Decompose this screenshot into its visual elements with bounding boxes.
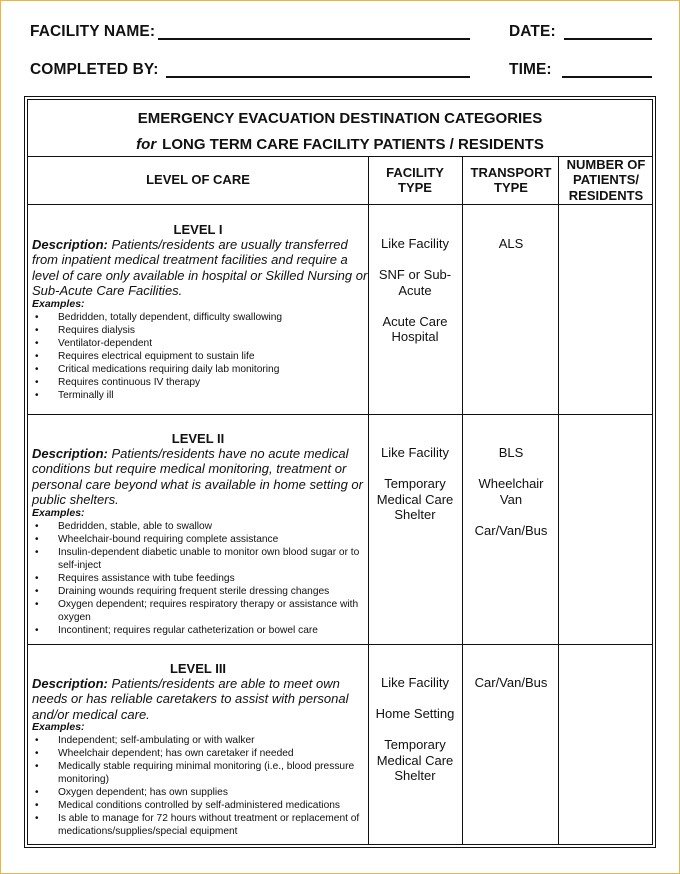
list-item: • Independent; self-ambulating or with walker: [32, 734, 368, 747]
table-inner: [27, 99, 653, 845]
time-label: TIME:: [509, 61, 552, 78]
list-item: • Medically stable requiring minimal monitoring (i.e., blood pressure monitoring): [32, 760, 368, 786]
level-1-desc-label: Description:: [32, 237, 108, 252]
col-divider-1: [368, 156, 369, 844]
list-item: • Requires assistance with tube feedings: [32, 572, 368, 585]
level-2-desc-label: Description:: [32, 446, 108, 461]
level-2-facility-types: [374, 445, 456, 538]
list-item: • Is able to manage for 72 hours without treatment or replacement of medications/supplies/special equipment: [32, 812, 368, 838]
table-subtitle: [28, 136, 652, 153]
header-transport-type: TRANSPORT TYPE: [470, 164, 552, 195]
level-3-examples-list: [32, 734, 368, 838]
list-item: • Requires continuous IV therapy: [32, 376, 368, 389]
level-1-facility-types: [374, 236, 456, 360]
facility-type: Like Facility: [381, 236, 449, 251]
evacuation-table: [24, 96, 656, 848]
time-field[interactable]: [562, 76, 652, 78]
subtitle-text: LONG TERM CARE FACILITY PATIENTS / RESIDENTS: [162, 136, 544, 153]
completed-by-field[interactable]: [166, 76, 470, 78]
level-2-transport-types: [466, 445, 556, 554]
list-item: • Insulin-dependent diabetic unable to monitor own blood sugar or to self-inject: [32, 546, 368, 572]
list-item: • Critical medications requiring daily lab monitoring: [32, 363, 368, 376]
col-divider-2: [462, 156, 463, 844]
level-1-examples-text: Examples: [32, 298, 82, 310]
header-level-of-care: LEVEL OF CARE: [146, 172, 250, 188]
level-1-description: [32, 237, 368, 298]
list-item: • Ventilator-dependent: [32, 337, 368, 350]
completed-by-label: COMPLETED BY:: [30, 61, 159, 78]
date-field[interactable]: [564, 38, 652, 40]
level-1-desc-text: Patients/residents are usually transferred from inpatient medical treatment facilities and require a level of care only available in hospital or Skilled Nursing or Sub-Acute Care Facilities.: [32, 237, 368, 298]
list-item: • Terminally ill: [32, 389, 368, 402]
level-3-number-cell[interactable]: [559, 645, 653, 845]
subtitle-for: for: [136, 136, 157, 153]
list-item: • Requires electrical equipment to sustain life: [32, 350, 368, 363]
list-item: • Wheelchair dependent; has own caretaker if needed: [32, 747, 368, 760]
facility-type: SNF or Sub-Acute: [378, 267, 452, 298]
facility-name-field[interactable]: [158, 38, 470, 40]
list-item: • Oxygen dependent; requires respiratory therapy or assistance with oxygen: [32, 598, 368, 624]
facility-type: Like Facility: [381, 445, 449, 460]
list-item: • Draining wounds requiring frequent sterile dressing changes: [32, 585, 368, 598]
level-3-facility-types: [374, 675, 456, 799]
level-3-transport-types: [466, 675, 556, 706]
list-item: • Medical conditions controlled by self-administered medications: [32, 799, 368, 812]
facility-type: Acute Care Hospital: [382, 313, 448, 344]
list-item: • Bedridden, totally dependent, difficulty swallowing: [32, 311, 368, 324]
level-3-desc-label: Description:: [32, 676, 108, 691]
facility-type: Temporary Medical Care Shelter: [376, 476, 454, 522]
level-3-description: [32, 676, 368, 722]
list-item: • Oxygen dependent; has own supplies: [32, 786, 368, 799]
level-3-examples-label: Examples:: [32, 721, 85, 733]
facility-type: Like Facility: [381, 675, 449, 690]
header-number-of-residents: NUMBER OF PATIENTS/ RESIDENTS: [566, 156, 646, 203]
header-facility-type: FACILITY TYPE: [386, 164, 444, 195]
transport-type: BLS: [498, 445, 524, 460]
list-item: • Bedridden, stable, able to swallow: [32, 520, 368, 533]
table-title: EMERGENCY EVACUATION DESTINATION CATEGORIES: [137, 110, 543, 127]
level-1-number-cell[interactable]: [559, 205, 653, 414]
list-item: • Wheelchair-bound requiring complete assistance: [32, 533, 368, 546]
list-item: • Requires dialysis: [32, 324, 368, 337]
facility-name-label: FACILITY NAME:: [30, 23, 156, 40]
level-1-transport-types: [466, 236, 556, 267]
transport-type: Wheelchair Van: [478, 476, 544, 507]
level-2-number-cell[interactable]: [559, 415, 653, 644]
level-1-examples-label: Examples:: [32, 298, 85, 310]
transport-type: Car/Van/Bus: [474, 522, 548, 538]
date-label: DATE:: [509, 23, 556, 40]
transport-type: ALS: [498, 236, 524, 251]
level-2-examples-label: Examples:: [32, 507, 85, 519]
level-2-examples-text: Examples: [32, 507, 82, 519]
level-2-title: LEVEL II: [171, 431, 225, 446]
level-2-desc-text: Patients/residents have no acute medical conditions but require medical monitoring, treatment or personal care beyond what is available in home setting or public shelters.: [32, 446, 363, 507]
level-1-title: LEVEL I: [173, 222, 223, 237]
level-2-examples-list: [32, 520, 368, 637]
level-2-description: [32, 446, 368, 507]
facility-type: Temporary Medical Care Shelter: [376, 737, 454, 783]
transport-type: Car/Van/Bus: [474, 675, 548, 690]
level-1-examples-list: [32, 311, 368, 402]
list-item: • Incontinent; requires regular catheterization or bowel care: [32, 624, 368, 637]
level-3-desc-text: Patients/residents are able to meet own needs or has reliable caretakers to assist with personal and/or medical care.: [32, 676, 349, 722]
level-3-title: LEVEL III: [169, 661, 227, 676]
facility-type: Home Setting: [375, 706, 455, 721]
level-3-examples-text: Examples: [32, 721, 82, 733]
